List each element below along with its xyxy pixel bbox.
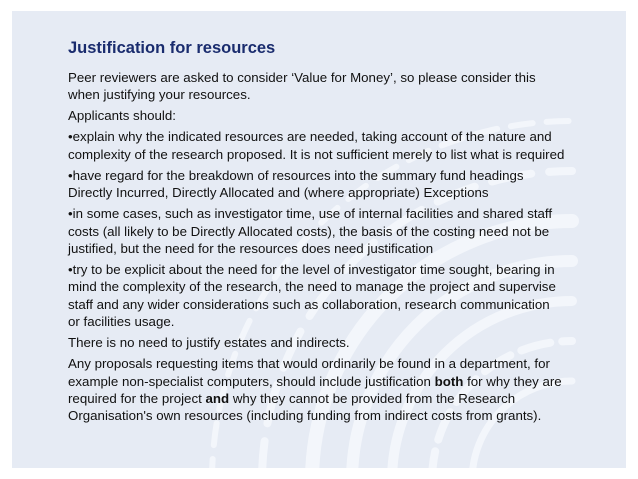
text-fragment: for why they are [463,373,562,389]
text-line: •try to be explicit about the need for the level of investigator time sought, bearing in [68,262,555,278]
emphasis-both: both [434,373,464,389]
text-line [68,373,608,390]
paragraph [68,107,608,124]
slide-content [68,38,608,428]
text-line: or facilities usage. [68,314,175,330]
text-line: justified, but the need for the resources does need justification [68,241,434,257]
text-fragment: example non-specialist computers, should include justification [68,373,435,389]
text-line: costs (all likely to be Directly Allocated costs), the basis of the costing need not be [68,223,550,239]
paragraph [68,69,608,104]
text-line: mind the complexity of the research, the need to manage the project and supervise [68,279,556,295]
slide [12,11,626,468]
text-line: •explain why the indicated resources are needed, taking account of the nature and [68,129,552,145]
paragraph-proposals [68,355,608,425]
paragraph [68,128,608,163]
text-line: Directly Incurred, Directly Allocated and (where appropriate) Exceptions [68,185,489,201]
paragraph-list [68,69,608,352]
text-line: •in some cases, such as investigator time, use of internal facilities and shared staff [68,206,553,222]
paragraph [68,167,608,202]
text-line: Applicants should: [68,108,176,124]
text-line: Organisation's own resources (including funding from indirect costs from grants). [68,408,542,424]
text-line: •have regard for the breakdown of resources into the summary fund headings [68,167,524,183]
text-fragment: why they cannot be provided from the Research [229,391,516,407]
slide-title: Justification for resources [68,39,276,57]
text-line [68,390,608,407]
text-fragment: required for the project [68,391,206,407]
paragraph [68,205,608,257]
text-line: complexity of the research proposed. It is not sufficient merely to list what is required [68,146,565,162]
paragraph [68,261,608,331]
text-line: There is no need to justify estates and indirects. [68,335,350,351]
emphasis-and: and [205,391,230,407]
paragraph [68,334,608,351]
text-line: Peer reviewers are asked to consider ‘Value for Money’, so please consider this [68,70,536,85]
text-line: staff and any wider considerations such as collaboration, research communication [68,296,550,312]
text-line: when justifying your resources. [68,87,251,103]
text-line: Any proposals requesting items that would ordinarily be found in a department, for [68,356,550,372]
